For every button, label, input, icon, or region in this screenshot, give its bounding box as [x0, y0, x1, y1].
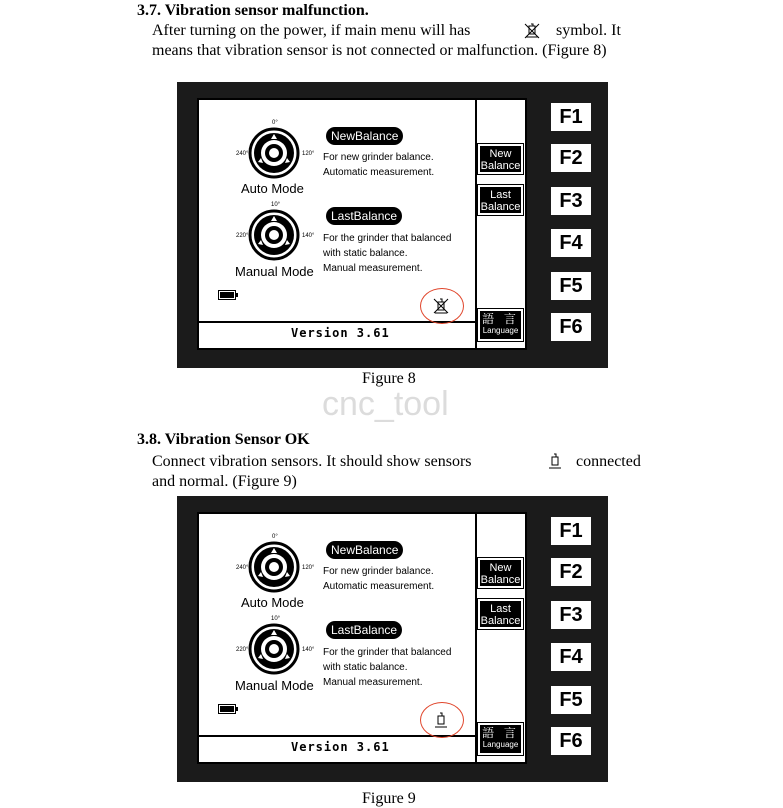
last-balance-desc-1: For the grinder that balanced — [323, 233, 452, 244]
section-3-7-line1a: After turning on the power, if main menu will has — [152, 22, 471, 39]
lcd-screen — [197, 98, 527, 350]
auto-tick-right: 120° — [302, 565, 315, 571]
last-balance-softkey[interactable] — [478, 599, 523, 629]
auto-mode-label: Auto Mode — [241, 181, 304, 196]
language-softkey-cjk: 語 言 — [482, 312, 519, 326]
figure-9-caption: Figure 9 — [362, 790, 416, 807]
last-balance-pill: LastBalance — [326, 207, 402, 225]
new-balance-softkey-line2: Balance — [480, 574, 521, 586]
manual-mode-dial-icon — [248, 623, 300, 675]
language-softkey-label: Language — [482, 326, 519, 335]
screen-divider-vertical — [475, 514, 477, 762]
manual-mode-label: Manual Mode — [235, 264, 314, 279]
language-softkey[interactable] — [478, 723, 523, 755]
last-balance-softkey-line2: Balance — [480, 201, 521, 213]
f2-key[interactable]: F2 — [551, 558, 591, 586]
highlight-ring — [420, 702, 464, 738]
auto-mode-label: Auto Mode — [241, 595, 304, 610]
battery-icon — [218, 704, 236, 714]
screen-divider-vertical — [475, 100, 477, 348]
manual-tick-right: 140° — [302, 233, 315, 239]
f6-key[interactable]: F6 — [551, 727, 591, 755]
auto-tick-right: 120° — [302, 151, 315, 157]
version-label: Version 3.61 — [291, 740, 390, 754]
f2-key[interactable]: F2 — [551, 144, 591, 172]
last-balance-desc-2: with static balance. — [323, 248, 408, 259]
watermark: cnc_tool — [322, 385, 449, 423]
last-balance-desc-1: For the grinder that balanced — [323, 647, 452, 658]
version-label: Version 3.61 — [291, 326, 390, 340]
figure-9-device — [177, 496, 608, 782]
new-balance-softkey-line2: Balance — [480, 160, 521, 172]
last-balance-softkey-line1: Last — [490, 603, 511, 615]
section-3-8-line1b: connected — [576, 453, 641, 470]
sensor-error-icon — [522, 21, 542, 41]
last-balance-pill: LastBalance — [326, 621, 402, 639]
section-heading-3-8: 3.8. Vibration Sensor OK — [137, 431, 310, 448]
language-softkey[interactable] — [478, 309, 523, 341]
auto-tick-left: 240° — [236, 565, 249, 571]
last-balance-desc-3: Manual measurement. — [323, 263, 423, 274]
auto-mode-dial-icon — [248, 127, 300, 179]
figure-8-device — [177, 82, 608, 368]
auto-tick-top: 0° — [272, 534, 278, 540]
manual-tick-left: 220° — [236, 647, 249, 653]
new-balance-pill: NewBalance — [326, 127, 403, 145]
manual-mode-label: Manual Mode — [235, 678, 314, 693]
figure-8-caption: Figure 8 — [362, 370, 416, 387]
f4-key[interactable]: F4 — [551, 643, 591, 671]
language-softkey-label: Language — [482, 740, 519, 749]
last-balance-softkey[interactable] — [478, 185, 523, 215]
new-balance-pill: NewBalance — [326, 541, 403, 559]
new-balance-desc-1: For new grinder balance. — [323, 566, 434, 577]
auto-tick-left: 240° — [236, 151, 249, 157]
manual-tick-left: 220° — [236, 233, 249, 239]
f1-key[interactable]: F1 — [551, 103, 591, 131]
new-balance-softkey-line1: New — [489, 562, 512, 574]
section-3-7-line2: means that vibration sensor is not connected or malfunction. (Figure 8) — [152, 42, 607, 59]
last-balance-softkey-line2: Balance — [480, 615, 521, 627]
highlight-ring — [420, 288, 464, 324]
new-balance-softkey-line1: New — [489, 148, 512, 160]
section-heading-3-7: 3.7. Vibration sensor malfunction. — [137, 2, 369, 19]
manual-tick-top: 10° — [271, 202, 281, 208]
last-balance-softkey-line1: Last — [490, 189, 511, 201]
lcd-screen — [197, 512, 527, 764]
new-balance-desc-2: Automatic measurement. — [323, 167, 435, 178]
manual-tick-top: 10° — [271, 616, 281, 622]
battery-icon — [218, 290, 236, 300]
f1-key[interactable]: F1 — [551, 517, 591, 545]
section-3-7-line1b: symbol. It — [556, 22, 621, 39]
new-balance-desc-2: Automatic measurement. — [323, 581, 435, 592]
new-balance-softkey[interactable] — [478, 558, 523, 588]
section-3-8-line2: and normal. (Figure 9) — [152, 473, 297, 490]
sensor-ok-icon — [546, 451, 564, 471]
f6-key[interactable]: F6 — [551, 313, 591, 341]
new-balance-desc-1: For new grinder balance. — [323, 152, 434, 163]
f5-key[interactable]: F5 — [551, 686, 591, 714]
last-balance-desc-3: Manual measurement. — [323, 677, 423, 688]
auto-tick-top: 0° — [272, 120, 278, 126]
manual-tick-right: 140° — [302, 647, 315, 653]
f3-key[interactable]: F3 — [551, 601, 591, 629]
new-balance-softkey[interactable] — [478, 144, 523, 174]
f4-key[interactable]: F4 — [551, 229, 591, 257]
last-balance-desc-2: with static balance. — [323, 662, 408, 673]
section-3-8-line1a: Connect vibration sensors. It should show sensors — [152, 453, 472, 470]
language-softkey-cjk: 語 言 — [482, 726, 519, 740]
auto-mode-dial-icon — [248, 541, 300, 593]
f3-key[interactable]: F3 — [551, 187, 591, 215]
manual-mode-dial-icon — [248, 209, 300, 261]
f5-key[interactable]: F5 — [551, 272, 591, 300]
